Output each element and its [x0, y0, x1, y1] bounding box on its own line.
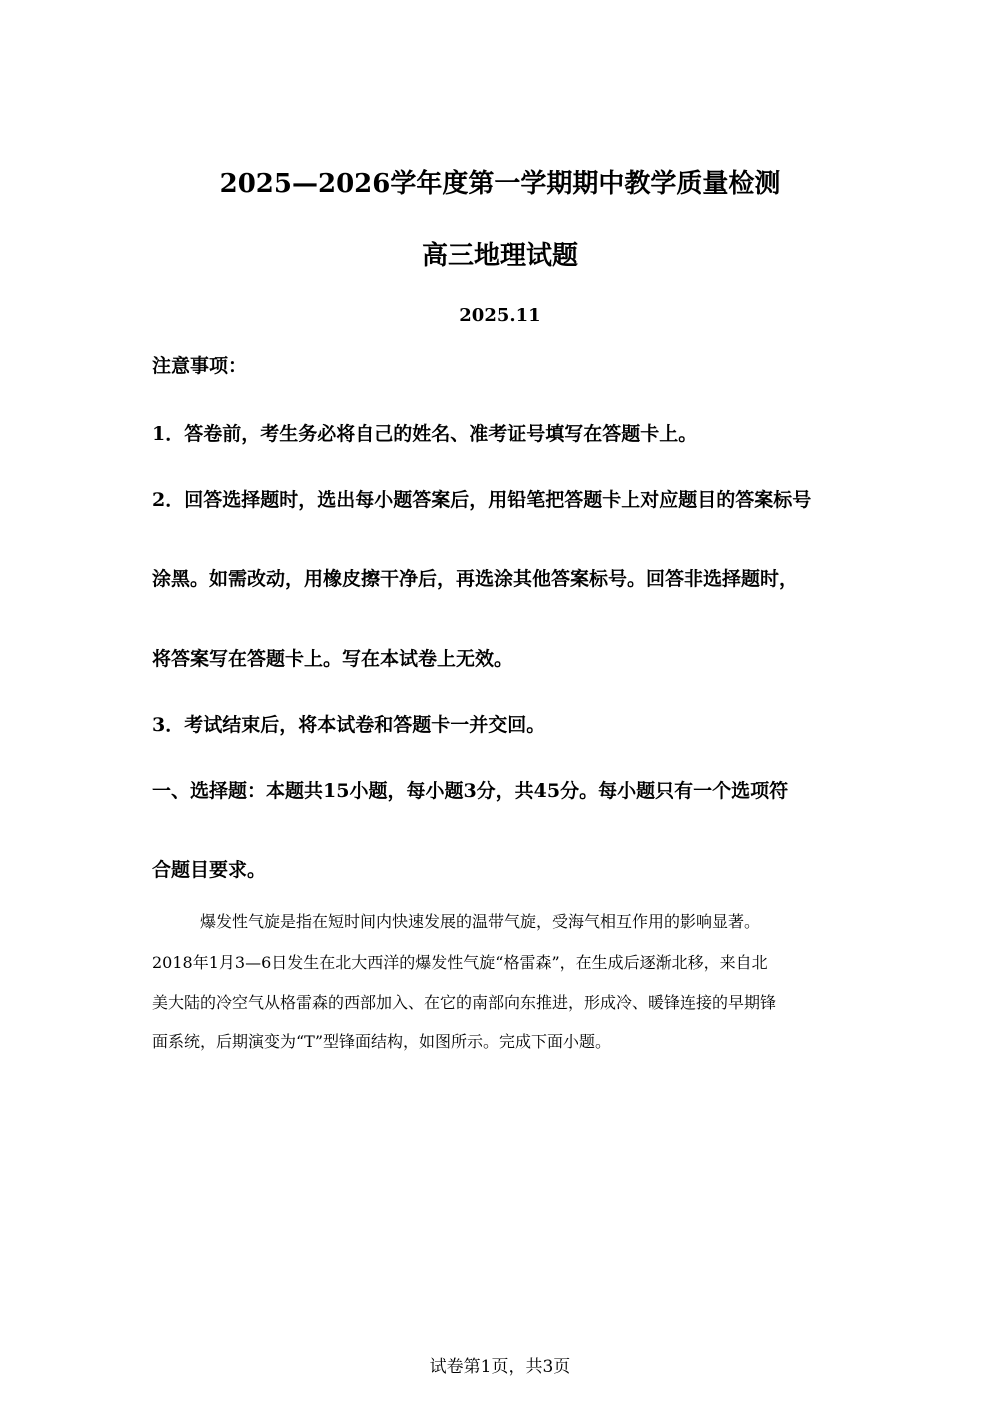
notice-line-3: 涂黑。如需改动，用橡皮擦干净后，再选涂其他答案标号。回答非选择题时，	[152, 568, 799, 590]
passage-line-4: 面系统，后期演变为“T”型锋面结构，如图所示。完成下面小题。	[152, 1032, 612, 1051]
notice-line-2: 2．回答选择题时，选出每小题答案后，用铅笔把答题卡上对应题目的答案标号	[152, 489, 812, 511]
passage-line-1: 爆发性气旋是指在短时间内快速发展的温带气旋，受海气相互作用的影响显著。	[200, 912, 761, 931]
notice-line-4: 将答案写在答题卡上。写在本试卷上无效。	[152, 648, 514, 670]
page-footer: 试卷第1页，共3页	[429, 1357, 571, 1377]
notice-line-1: 1．答卷前，考生务必将自己的姓名、准考证号填写在答题卡上。	[152, 423, 698, 445]
section-heading-line-1: 一、选择题：本题共15小题，每小题3分，共45分。每小题只有一个选项符	[152, 780, 789, 802]
passage-line-2: 2018年1月3—6日发生在北大西洋的爆发性气旋“格雷森”，在生成后逐渐北移，来自北	[152, 953, 768, 972]
section-heading-line-2: 合题目要求。	[152, 859, 267, 881]
exam-date: 2025.11	[459, 305, 541, 326]
notice-line-5: 3．考试结束后，将本试卷和答题卡一并交回。	[152, 714, 546, 736]
exam-subtitle: 高三地理试题	[421, 241, 578, 271]
passage-line-3: 美大陆的冷空气从格雷森的西部加入、在它的南部向东推进，形成冷、暖锋连接的早期锋	[152, 993, 777, 1012]
notice-heading: 注意事项：	[152, 355, 248, 377]
exam-title: 2025—2026学年度第一学期期中教学质量检测	[219, 169, 781, 199]
